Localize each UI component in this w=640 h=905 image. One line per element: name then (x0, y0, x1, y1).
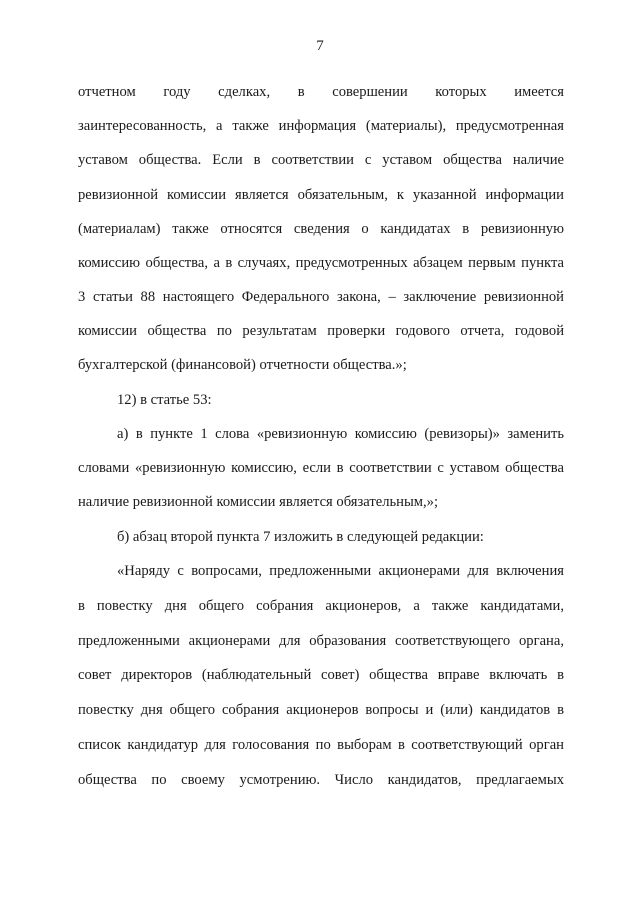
text-line: б) абзац второй пункта 7 изложить в следующей редакции: (117, 529, 484, 545)
text-line: отчетном году сделках, в совершении которых имеется (78, 84, 564, 100)
text-line: общества по своему усмотрению. Число кандидатов, предлагаемых (78, 772, 564, 788)
text-line: в повестку дня общего собрания акционеров, а также кандидатами, (78, 598, 564, 614)
text-line: предложенными акционерами для образования соответствующего органа, (78, 633, 564, 649)
page-number: 7 (316, 38, 324, 54)
text-line: 12) в статье 53: (117, 392, 212, 408)
text-line: уставом общества. Если в соответствии с уставом общества наличие (78, 152, 564, 168)
text-line: заинтересованность, а также информация (материалы), предусмотренная (78, 118, 564, 134)
text-line: список кандидатур для голосования по выборам в соответствующий орган (78, 737, 564, 753)
text-line: (материалам) также относятся сведения о кандидатах в ревизионную (78, 221, 564, 237)
text-line: совет директоров (наблюдательный совет) общества вправе включать в (78, 667, 564, 683)
text-line: комиссии общества по результатам проверки годового отчета, годовой (78, 323, 564, 339)
text-line: 3 статьи 88 настоящего Федерального закона, – заключение ревизионной (78, 289, 564, 305)
text-line: повестку дня общего собрания акционеров вопросы и (или) кандидатов в (78, 702, 564, 718)
text-line: словами «ревизионную комиссию, если в соответствии с уставом общества (78, 460, 564, 476)
text-line: комиссию общества, а в случаях, предусмотренных абзацем первым пункта (78, 255, 564, 271)
text-line: «Наряду с вопросами, предложенными акционерами для включения (117, 563, 564, 579)
text-line: а) в пункте 1 слова «ревизионную комиссию (ревизоры)» заменить (117, 426, 564, 442)
text-line: бухгалтерской (финансовой) отчетности общества.»; (78, 357, 407, 373)
text-line: ревизионной комиссии является обязательным, к указанной информации (78, 187, 564, 203)
text-line: наличие ревизионной комиссии является обязательным,»; (78, 494, 438, 510)
